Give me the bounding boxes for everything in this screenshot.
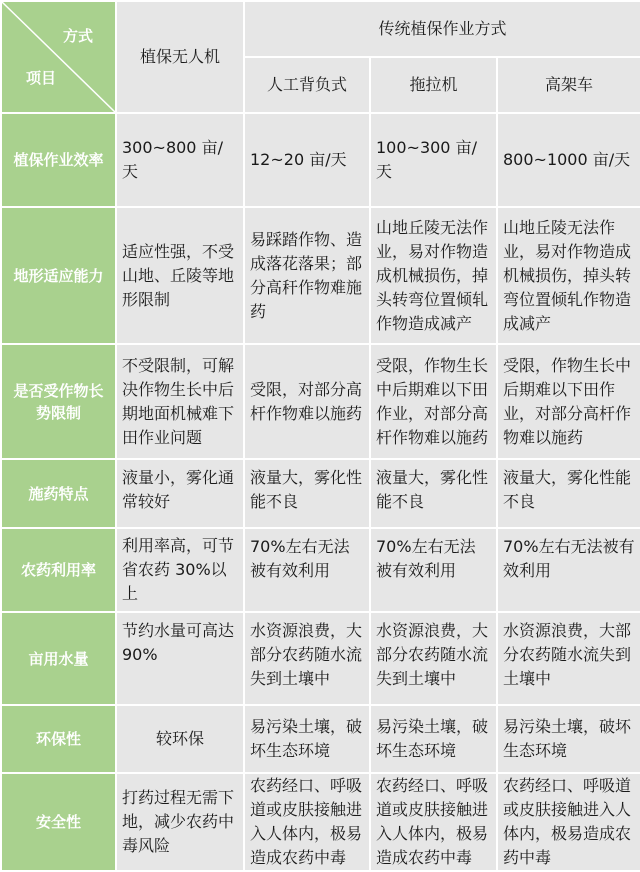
cell-drone: 不受限制，可解决作物生长中后期地面机械难下田作业问题 <box>116 344 244 459</box>
cell-drone: 液量小，雾化通常较好 <box>116 459 244 528</box>
cell-drone: 较环保 <box>116 705 244 773</box>
table-row <box>1 113 640 207</box>
cell-tractor: 水资源浪费，大部分农药随水流失到土壤中 <box>370 612 497 705</box>
table-row <box>1 459 640 528</box>
row-label: 安全性 <box>1 773 116 871</box>
cell-sprayer: 70%左右无法被有效利用 <box>497 528 640 612</box>
table-row <box>1 612 640 705</box>
cell-drone: 节约水量可高达90% <box>116 612 244 705</box>
table-row <box>1 705 640 773</box>
cell-drone: 打药过程无需下地，减少农药中毒风险 <box>116 773 244 871</box>
cell-sprayer: 农药经口、呼吸道或皮肤接触进入人体内，极易造成农药中毒 <box>497 773 640 871</box>
row-label: 亩用水量 <box>1 612 116 705</box>
row-label: 农药利用率 <box>1 528 116 612</box>
header-manual: 人工背负式 <box>244 57 370 113</box>
cell-tractor: 100~300 亩/天 <box>370 113 497 207</box>
cell-manual: 易污染土壤，破坏生态环境 <box>244 705 370 773</box>
cell-sprayer: 山地丘陵无法作业，易对作物造成机械损伤，掉头转弯位置倾轧作物造成减产 <box>497 207 640 344</box>
header-drone: 植保无人机 <box>116 1 244 113</box>
corner-header-cell <box>1 1 116 113</box>
cell-manual: 液量大，雾化性能不良 <box>244 459 370 528</box>
header-tractor: 拖拉机 <box>370 57 497 113</box>
cell-drone: 300~800 亩/天 <box>116 113 244 207</box>
row-label: 是否受作物长势限制 <box>1 344 116 459</box>
cell-tractor: 山地丘陵无法作业，易对作物造成机械损伤，掉头转弯位置倾轧作物造成减产 <box>370 207 497 344</box>
cell-tractor: 易污染土壤，破坏生态环境 <box>370 705 497 773</box>
cell-sprayer: 易污染土壤，破坏生态环境 <box>497 705 640 773</box>
row-label: 植保作业效率 <box>1 113 116 207</box>
cell-tractor: 液量大，雾化性能不良 <box>370 459 497 528</box>
row-label: 环保性 <box>1 705 116 773</box>
corner-diagonal-line <box>2 2 116 113</box>
cell-manual: 12~20 亩/天 <box>244 113 370 207</box>
row-label: 施药特点 <box>1 459 116 528</box>
cell-manual: 70%左右无法被有效利用 <box>244 528 370 612</box>
header-sprayer: 高架车 <box>497 57 640 113</box>
table-row <box>1 207 640 344</box>
cell-sprayer: 受限，作物生长中后期难以下田作业，对部分高杆作物难以施药 <box>497 344 640 459</box>
cell-manual: 水资源浪费，大部分农药随水流失到土壤中 <box>244 612 370 705</box>
cell-tractor: 农药经口、呼吸道或皮肤接触进入人体内，极易造成农药中毒 <box>370 773 497 871</box>
cell-drone: 利用率高，可节省农药 30%以上 <box>116 528 244 612</box>
cell-manual: 农药经口、呼吸道或皮肤接触进入人体内，极易造成农药中毒 <box>244 773 370 871</box>
cell-tractor: 受限，作物生长中后期难以下田作业，对部分高杆作物难以施药 <box>370 344 497 459</box>
row-label: 地形适应能力 <box>1 207 116 344</box>
cell-sprayer: 水资源浪费，大部分农药随水流失到土壤中 <box>497 612 640 705</box>
table-row <box>1 528 640 612</box>
table-row <box>1 773 640 871</box>
corner-label-item: 项目 <box>26 69 57 87</box>
corner-label-method: 方式 <box>62 27 93 45</box>
cell-manual: 受限，对部分高杆作物难以施药 <box>244 344 370 459</box>
cell-sprayer: 800~1000 亩/天 <box>497 113 640 207</box>
cell-manual: 易踩踏作物、造成落花落果；部分高秆作物难施药 <box>244 207 370 344</box>
cell-tractor: 70%左右无法被有效利用 <box>370 528 497 612</box>
header-traditional: 传统植保作业方式 <box>244 1 640 57</box>
table-row <box>1 344 640 459</box>
cell-drone: 适应性强，不受山地、丘陵等地形限制 <box>116 207 244 344</box>
cell-sprayer: 液量大，雾化性能不良 <box>497 459 640 528</box>
